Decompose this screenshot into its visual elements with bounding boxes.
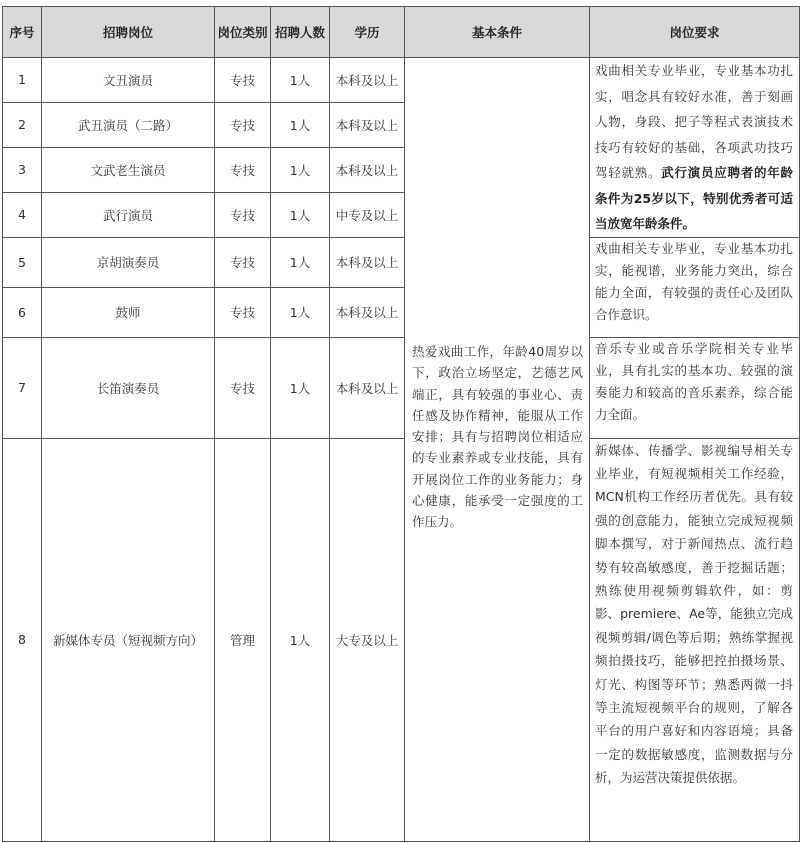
header-no: 序号 (3, 7, 42, 58)
cell-education: 大专及以上 (330, 438, 405, 841)
cell-no: 4 (3, 192, 42, 237)
cell-count: 1人 (271, 337, 330, 438)
cell-requirements-performers (590, 58, 800, 238)
cell-category: 管理 (215, 438, 271, 841)
table-row (3, 237, 800, 287)
cell-count: 1人 (271, 102, 330, 147)
cell-education: 本科及以上 (330, 147, 405, 192)
cell-category: 专技 (215, 58, 271, 103)
cell-no: 5 (3, 237, 42, 287)
cell-no: 2 (3, 102, 42, 147)
cell-requirements-flute: 音乐专业或音乐学院相关专业毕业，具有扎实的基本功、较强的演奏能力和较高的音乐素养，综合能力全面。 (590, 337, 800, 438)
age-condition-note: 武行演员应聘者的年龄条件为25岁以下，特别优秀者可适当放宽年龄条件。 (595, 165, 793, 231)
cell-category: 专技 (215, 192, 271, 237)
cell-education: 本科及以上 (330, 337, 405, 438)
table-row (3, 58, 800, 103)
cell-position: 武行演员 (42, 192, 215, 237)
header-requirements: 岗位要求 (590, 7, 800, 58)
cell-education: 本科及以上 (330, 287, 405, 337)
table-row (3, 438, 800, 841)
cell-position: 文丑演员 (42, 58, 215, 103)
cell-position: 武丑演员（二路） (42, 102, 215, 147)
cell-category: 专技 (215, 337, 271, 438)
cell-no: 1 (3, 58, 42, 103)
cell-position: 文武老生演员 (42, 147, 215, 192)
cell-count: 1人 (271, 192, 330, 237)
cell-category: 专技 (215, 147, 271, 192)
requirements-text: 戏曲相关专业毕业，专业基本功扎实，唱念具有较好水准，善于刻画人物，身段、把子等程式表演技术技巧有较好的基础，各项武功技巧驾轻就熟。 (595, 63, 793, 180)
cell-count: 1人 (271, 287, 330, 337)
table-header (3, 7, 800, 58)
cell-count: 1人 (271, 237, 330, 287)
cell-no: 7 (3, 337, 42, 438)
cell-count: 1人 (271, 147, 330, 192)
cell-count: 1人 (271, 438, 330, 841)
cell-education: 本科及以上 (330, 102, 405, 147)
cell-education: 本科及以上 (330, 58, 405, 103)
header-position: 招聘岗位 (42, 7, 215, 58)
cell-count: 1人 (271, 58, 330, 103)
header-count: 招聘人数 (271, 7, 330, 58)
cell-category: 专技 (215, 102, 271, 147)
cell-category: 专技 (215, 237, 271, 287)
cell-requirements-new-media: 新媒体、传播学、影视编导相关专业毕业，有短视频相关工作经验，MCN机构工作经历者优先。具有较强的创意能力，能独立完成短视频脚本撰写，对于新闻热点、流行趋势有较高敏感度，善于挖掘话题；熟练使用视频剪辑软件，如：剪影、premiere、Ae等，能独立完成视频剪辑/调色等后期；熟练掌握视频拍摄技巧，能够把控拍摄场景、灯光、构图等环节；熟悉两微一抖等主流短视频平台的规则，了解各平台的用户喜好和内容语境；具备一定的数据敏感度，监测数据与分析，为运营决策提供依据。 (590, 438, 800, 841)
table-row (3, 337, 800, 438)
cell-position: 长笛演奏员 (42, 337, 215, 438)
cell-position: 鼓师 (42, 287, 215, 337)
cell-category: 专技 (215, 287, 271, 337)
cell-position: 京胡演奏员 (42, 237, 215, 287)
cell-no: 8 (3, 438, 42, 841)
cell-education: 中专及以上 (330, 192, 405, 237)
cell-position: 新媒体专员（短视频方向） (42, 438, 215, 841)
cell-basic-condition: 热爱戏曲工作，年龄40周岁以下，政治立场坚定，艺德艺风端正，具有较强的事业心、责任感及协作精神，能服从工作安排；具有与招聘岗位相适应的专业素养或专业技能，具有开展岗位工作的业务能力；身心健康，能承受一定强度的工作压力。 (405, 58, 590, 842)
cell-requirements-musicians: 戏曲相关专业毕业，专业基本功扎实，能视谱，业务能力突出，综合能力全面，有较强的责任心及团队合作意识。 (590, 237, 800, 337)
header-basic-condition: 基本条件 (405, 7, 590, 58)
cell-education: 本科及以上 (330, 237, 405, 287)
cell-no: 6 (3, 287, 42, 337)
header-education: 学历 (330, 7, 405, 58)
recruitment-table (2, 6, 800, 842)
cell-no: 3 (3, 147, 42, 192)
header-category: 岗位类别 (215, 7, 271, 58)
